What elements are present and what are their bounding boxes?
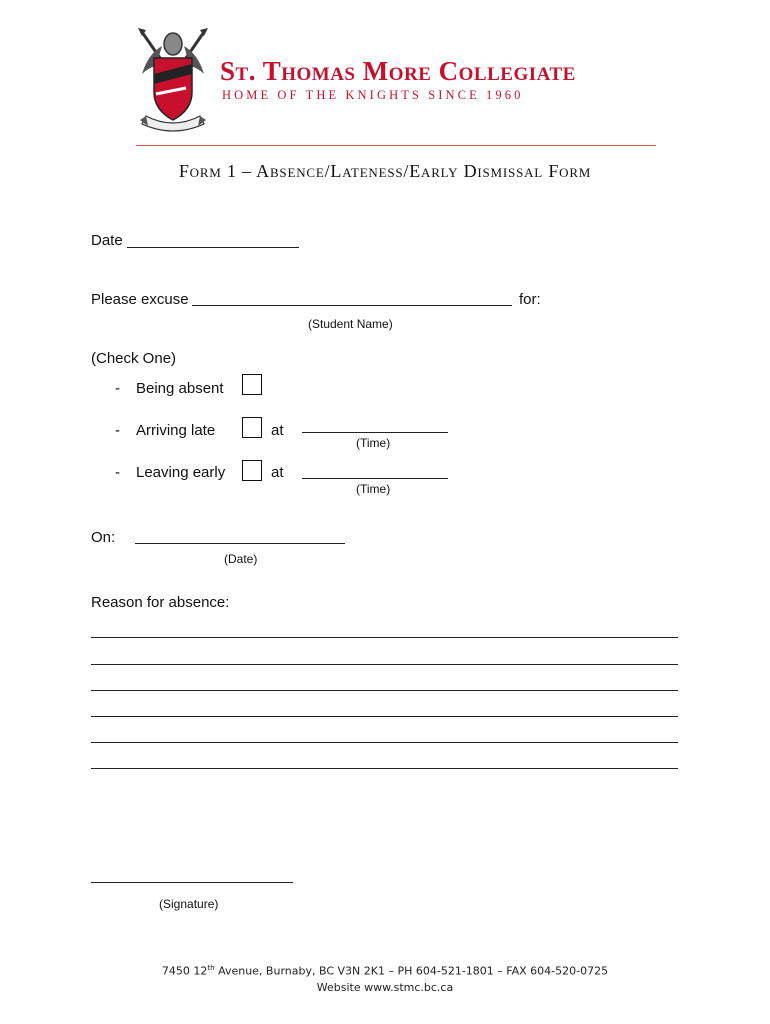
reason-line[interactable]: [91, 716, 678, 717]
student-name-field[interactable]: [192, 305, 512, 306]
date-field[interactable]: [127, 247, 299, 248]
leaving-early-time-field[interactable]: [302, 478, 448, 479]
on-label: On:: [91, 529, 116, 546]
reason-line[interactable]: [91, 742, 678, 743]
school-name: St. Thomas More Collegiate: [220, 56, 576, 86]
being-absent-checkbox[interactable]: [242, 374, 262, 395]
footer-website: Website www.stmc.bc.ca: [316, 981, 454, 994]
reason-label: Reason for absence:: [91, 594, 230, 611]
signature-caption: (Signature): [159, 897, 219, 911]
signature-field[interactable]: [91, 882, 293, 883]
reason-line[interactable]: [91, 690, 678, 691]
option-dash: -: [115, 464, 120, 481]
student-name-caption: (Student Name): [308, 317, 393, 331]
being-absent-label: Being absent: [136, 380, 224, 397]
school-tagline: HOME OF THE KNIGHTS SINCE 1960: [222, 88, 524, 102]
check-one-label: (Check One): [91, 350, 177, 367]
leaving-early-checkbox[interactable]: [242, 460, 262, 481]
reason-line[interactable]: [91, 768, 678, 769]
leaving-early-at-label: at: [271, 464, 284, 481]
footer-address-suffix: Avenue, Burnaby, BC V3N 2K1 – PH 604-521-1801 – FAX 604-520-0725: [214, 964, 609, 978]
option-dash: -: [115, 380, 120, 397]
arriving-late-time-caption: (Time): [356, 436, 391, 450]
form-title: Form 1 – Absence/Lateness/Early Dismissal Form: [178, 161, 592, 181]
date-label: Date: [91, 232, 123, 249]
excuse-label: Please excuse: [91, 291, 189, 308]
footer-address-sup: th: [207, 964, 215, 972]
reason-line[interactable]: [91, 637, 678, 638]
reason-line[interactable]: [91, 664, 678, 665]
arriving-late-checkbox[interactable]: [242, 417, 262, 438]
arriving-late-time-field[interactable]: [302, 432, 448, 433]
option-dash: -: [115, 422, 120, 439]
header-divider: [136, 145, 656, 146]
on-date-field[interactable]: [135, 543, 345, 544]
footer-address-prefix: 7450 12: [161, 964, 208, 978]
for-label: for:: [519, 291, 541, 308]
leaving-early-label: Leaving early: [136, 464, 226, 481]
leaving-early-time-caption: (Time): [356, 482, 391, 496]
footer-address: [0, 964, 770, 978]
arriving-late-label: Arriving late: [136, 422, 216, 439]
arriving-late-at-label: at: [271, 422, 284, 439]
on-date-caption: (Date): [224, 552, 258, 566]
school-crest-icon: [132, 24, 214, 138]
